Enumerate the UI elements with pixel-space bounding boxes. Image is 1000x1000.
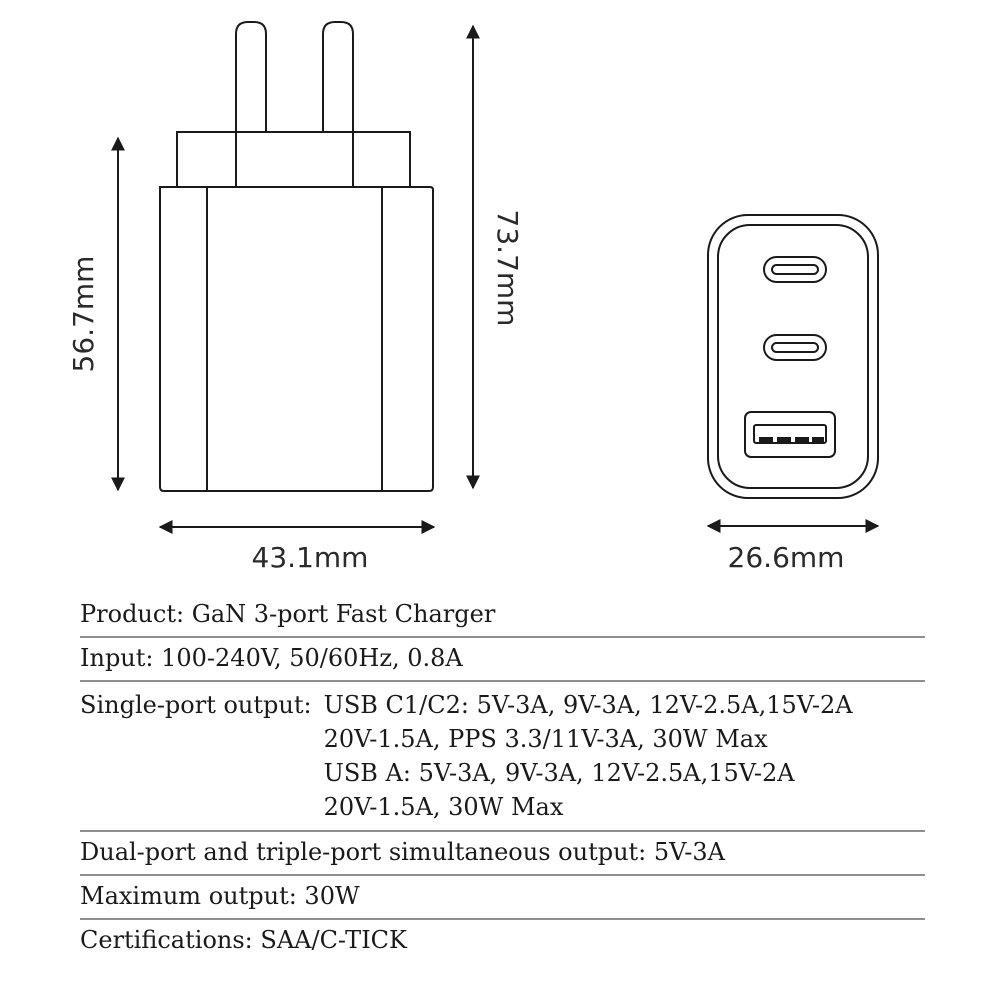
charger-front-view xyxy=(708,215,878,498)
thickness-label: 26.6mm xyxy=(727,541,845,574)
usb-c-port-1 xyxy=(764,257,826,282)
spec-dual-port: Dual-port and triple-port simultaneous output: 5V-3A xyxy=(80,832,925,876)
charger-body xyxy=(160,187,433,491)
total-height-label: 73.7mm xyxy=(491,209,524,327)
spec-input: Input: 100-240V, 50/60Hz, 0.8A xyxy=(80,638,925,682)
left-pin xyxy=(236,22,266,132)
spec-table xyxy=(80,594,925,962)
single-port-line: 20V-1.5A, 30W Max xyxy=(323,793,564,821)
single-port-line: USB A: 5V-3A, 9V-3A, 12V-2.5A,15V-2A xyxy=(323,759,795,787)
usb-a-port xyxy=(745,412,835,457)
usb-c-port-2 xyxy=(764,335,826,360)
spec-max-output: Maximum output: 30W xyxy=(80,876,925,920)
body-height-label: 56.7mm xyxy=(67,255,100,373)
right-pin xyxy=(323,22,353,132)
single-port-line: USB C1/C2: 5V-3A, 9V-3A, 12V-2.5A,15V-2A xyxy=(323,691,853,719)
plug-base xyxy=(177,132,410,187)
plug-pins xyxy=(236,22,353,132)
single-port-line: 20V-1.5A, PPS 3.3/11V-3A, 30W Max xyxy=(323,725,768,753)
spec-certifications: Certifications: SAA/C-TICK xyxy=(80,926,407,954)
spec-single-port xyxy=(80,682,925,832)
single-port-label: Single-port output: xyxy=(80,691,312,719)
spec-product: Product: GaN 3-port Fast Charger xyxy=(80,594,925,638)
width-label: 43.1mm xyxy=(251,541,369,574)
single-port-values xyxy=(324,688,853,824)
